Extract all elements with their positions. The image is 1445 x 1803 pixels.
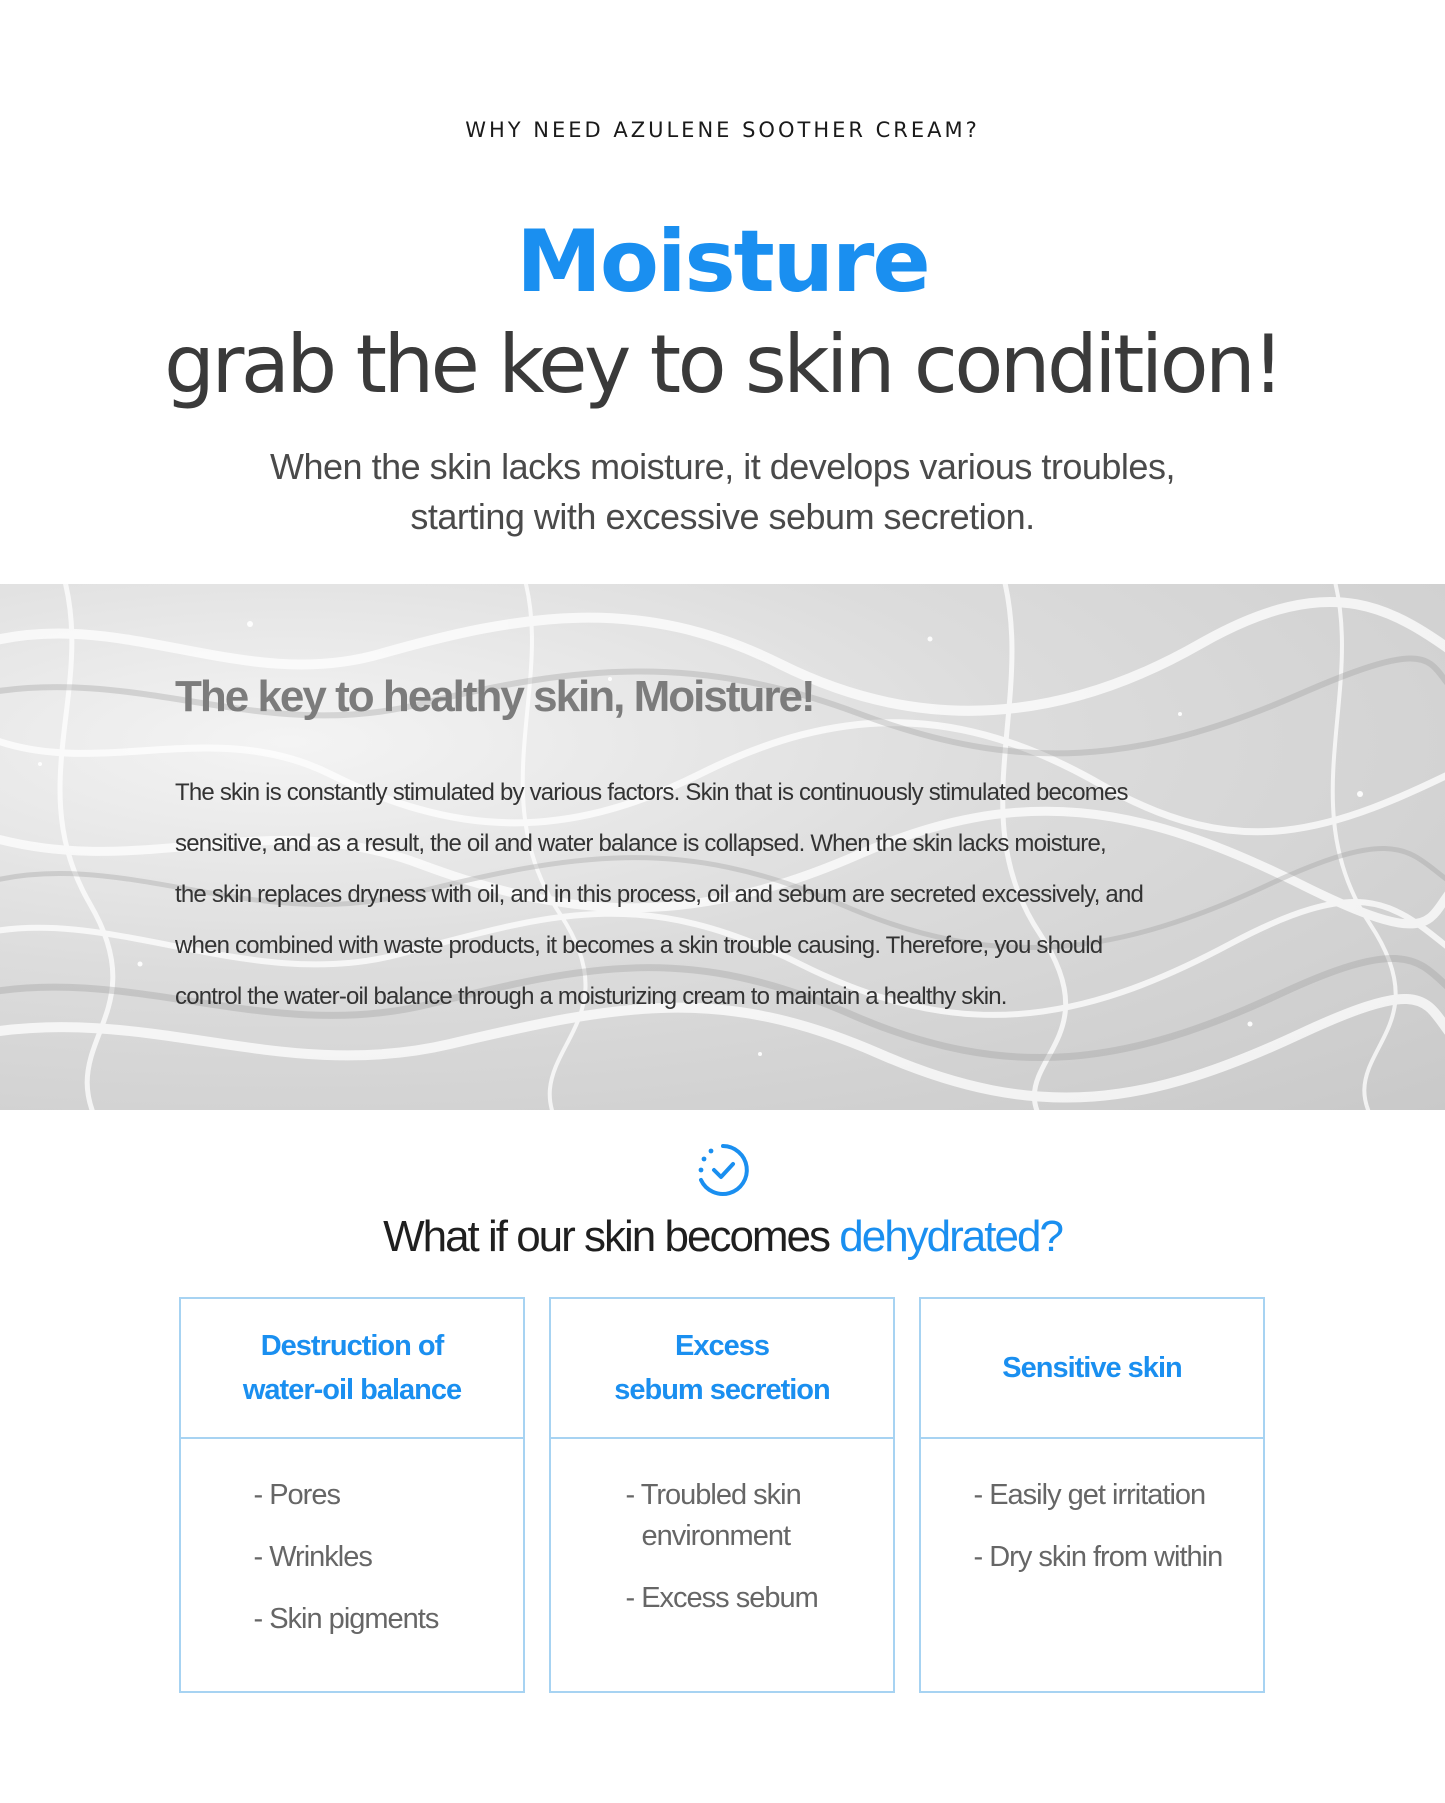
list-item: - Excess sebum	[625, 1582, 818, 1614]
card-title-line: Sensitive skin	[1002, 1352, 1182, 1384]
question-heading	[0, 1212, 1445, 1262]
card-list	[921, 1439, 1263, 1578]
band-title: The key to healthy skin, Moisture!	[175, 672, 814, 721]
list-item: - Troubled skin environment	[625, 1479, 801, 1552]
card-title	[921, 1299, 1263, 1439]
intro-line: When the skin lacks moisture, it develops various troubles,	[270, 446, 1175, 487]
question-prefix: What if our skin becomes	[383, 1212, 840, 1261]
body-line: control the water-oil balance through a moisturizing cream to maintain a healthy skin.	[175, 983, 1007, 1010]
question-accent: dehydrated?	[839, 1212, 1062, 1261]
intro-text	[0, 442, 1445, 542]
headline-main: grab the key to skin condition!	[164, 318, 1281, 411]
band-body	[175, 767, 1285, 1022]
body-line: sensitive, and as a result, the oil and water balance is collapsed. When the skin lacks moisture,	[175, 830, 1106, 857]
list-item: - Wrinkles	[253, 1541, 372, 1573]
card-sensitive-skin	[919, 1297, 1265, 1693]
section-eyebrow: WHY NEED AZULENE SOOTHER CREAM?	[465, 118, 980, 142]
body-line: when combined with waste products, it becomes a skin trouble causing. Therefore, you should	[175, 932, 1103, 959]
card-title-line: sebum secretion	[614, 1374, 830, 1406]
card-list	[551, 1439, 893, 1619]
card-title-line: Excess	[674, 1330, 769, 1362]
intro-line: starting with excessive sebum secretion.	[410, 496, 1035, 537]
body-line: The skin is constantly stimulated by various factors. Skin that is continuously stimulated becomes	[175, 779, 1128, 806]
card-title	[181, 1299, 523, 1439]
headline-accent: Moisture	[516, 212, 929, 312]
list-item: - Easily get irritation	[973, 1479, 1206, 1511]
list-item: - Skin pigments	[253, 1603, 439, 1635]
card-excess-sebum	[549, 1297, 895, 1693]
card-title-line: water-oil balance	[242, 1374, 462, 1406]
water-texture-band	[0, 584, 1445, 1110]
card-water-oil-balance	[179, 1297, 525, 1693]
card-title-line: Destruction of	[260, 1330, 444, 1362]
list-item: - Pores	[253, 1479, 340, 1511]
check-circle-icon	[695, 1142, 751, 1198]
card-list	[181, 1439, 523, 1640]
body-line: the skin replaces dryness with oil, and in this process, oil and sebum are secreted excessively, and	[175, 881, 1144, 908]
card-title	[551, 1299, 893, 1439]
list-item: - Dry skin from within	[973, 1541, 1223, 1573]
